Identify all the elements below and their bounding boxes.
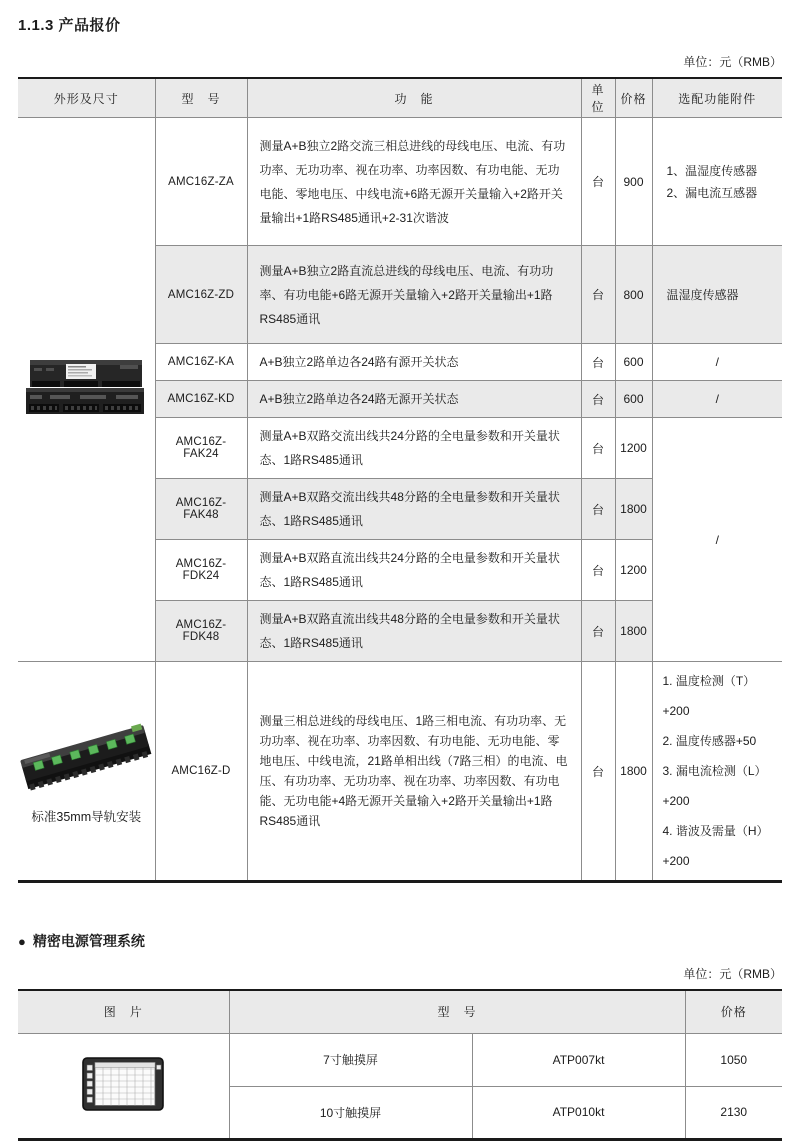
product-image-cell	[18, 662, 155, 882]
model-cell: AMC16Z-KA	[155, 344, 247, 381]
product-name-cell: 10寸触摸屏	[229, 1086, 472, 1139]
unit-note: 单位：元（RMB）	[683, 55, 782, 69]
option-line: 1、温湿度传感器	[666, 163, 758, 178]
options-cell: /	[652, 344, 782, 381]
unit-cell: 台	[581, 246, 615, 344]
function-cell: 测量A+B双路交流出线共24分路的全电量参数和开关量状态、1路RS485通讯	[247, 418, 581, 479]
unit-cell: 台	[581, 479, 615, 540]
table-row	[18, 662, 782, 882]
price-cell: 1200	[615, 418, 652, 479]
model-cell: AMC16Z-FDK48	[155, 601, 247, 662]
price-cell: 1200	[615, 540, 652, 601]
table-row	[18, 1033, 782, 1086]
model-cell: ATP007kt	[472, 1033, 685, 1086]
option-line: 1. 温度检测（T）+200	[662, 674, 756, 718]
col-header-shape: 外形及尺寸	[18, 78, 155, 118]
model-cell: ATP010kt	[472, 1086, 685, 1139]
unit-cell: 台	[581, 418, 615, 479]
options-cell: /	[652, 418, 782, 662]
model-cell: AMC16Z-FAK24	[155, 418, 247, 479]
col-header-price: 价格	[685, 990, 782, 1033]
section-heading-label: 精密电源管理系统	[32, 933, 145, 949]
function-cell: 测量A+B双路直流出线共48分路的全电量参数和开关量状态、1路RS485通讯	[247, 601, 581, 662]
din-rail-device-image	[24, 718, 148, 796]
function-cell: A+B独立2路单边各24路无源开关状态	[247, 381, 581, 418]
unit-cell: 台	[581, 601, 615, 662]
option-line: 3. 漏电流检测（L）+200	[662, 764, 767, 808]
col-header-options: 选配功能附件	[652, 78, 782, 118]
unit-cell: 台	[581, 118, 615, 246]
table-row	[18, 118, 782, 246]
product-price-table	[18, 77, 782, 883]
model-cell: AMC16Z-FAK48	[155, 479, 247, 540]
price-cell: 600	[615, 344, 652, 381]
col-header-model: 型 号	[155, 78, 247, 118]
col-header-function: 功 能	[247, 78, 581, 118]
model-cell: AMC16Z-FDK24	[155, 540, 247, 601]
rail-mount-caption: 标准35mm导轨安装	[31, 809, 142, 824]
unit-cell: 台	[581, 662, 615, 882]
col-header-picture: 图 片	[18, 990, 229, 1033]
unit-cell: 台	[581, 344, 615, 381]
price-cell: 1800	[615, 601, 652, 662]
price-cell: 1800	[615, 662, 652, 882]
col-header-price: 价格	[615, 78, 652, 118]
unit-note: 单位：元（RMB）	[683, 967, 782, 981]
function-cell: A+B独立2路单边各24路有源开关状态	[247, 344, 581, 381]
function-cell: 测量A+B双路直流出线共24分路的全电量参数和开关量状态、1路RS485通讯	[247, 540, 581, 601]
function-cell: 测量A+B双路交流出线共48分路的全电量参数和开关量状态、1路RS485通讯	[247, 479, 581, 540]
model-cell: AMC16Z-D	[155, 662, 247, 882]
option-line: 2. 温度传感器+50	[662, 734, 757, 748]
options-cell: /	[652, 381, 782, 418]
option-line: 2、漏电流互感器	[666, 185, 758, 200]
price-cell: 1800	[615, 479, 652, 540]
model-cell: AMC16Z-KD	[155, 381, 247, 418]
touchscreen-image	[82, 1057, 164, 1111]
option-line: 4. 谐波及需量（H）+200	[662, 824, 769, 868]
price-cell: 900	[615, 118, 652, 246]
function-cell: 测量A+B独立2路直流总进线的母线电压、电流、有功功率、有功电能+6路无源开关量输入+2路开关量输出+1路RS485通讯	[247, 246, 581, 344]
price-cell: 2130	[685, 1086, 782, 1139]
model-cell: AMC16Z-ZD	[155, 246, 247, 344]
function-cell: 测量三相总进线的母线电压、1路三相电流、有功功率、无功功率、视在功率、功率因数、有功电能、无功电能、零地电压、中线电流，21路单相出线（7路三相）的电流、电压、有功功率、无功功率、视在功率、功率因数、有功电能、无功电能+4路无源开关量输入+2路开关量输出+1路RS485通讯	[247, 662, 581, 882]
touchscreen-price-table	[18, 989, 782, 1141]
product-image-cell	[18, 118, 155, 662]
price-cell: 600	[615, 381, 652, 418]
product-name-cell: 7寸触摸屏	[229, 1033, 472, 1086]
price-cell: 1050	[685, 1033, 782, 1086]
options-cell: 温湿度传感器	[652, 246, 782, 344]
col-header-model: 型 号	[229, 990, 685, 1033]
model-cell: AMC16Z-ZA	[155, 118, 247, 246]
unit-cell: 台	[581, 381, 615, 418]
options-cell	[652, 662, 782, 882]
options-cell	[652, 118, 782, 246]
price-cell: 800	[615, 246, 652, 344]
bullet-icon: ●	[18, 933, 26, 949]
page-title: 1.1.3 产品报价	[18, 17, 121, 34]
function-cell: 测量A+B独立2路交流三相总进线的母线电压、电流、有功功率、无功功率、视在功率、功率因数、有功电能、无功电能、零地电压、中线电流+6路无源开关量输入+2路开关量输出+1路RS485通讯+2-31次谐波	[247, 118, 581, 246]
col-header-unit: 单位	[581, 78, 615, 118]
amc16z-device-image	[24, 356, 148, 420]
unit-cell: 台	[581, 540, 615, 601]
header-row	[18, 990, 782, 1033]
section-heading	[18, 931, 782, 951]
product-image-cell	[18, 1033, 229, 1139]
header-row	[18, 78, 782, 118]
